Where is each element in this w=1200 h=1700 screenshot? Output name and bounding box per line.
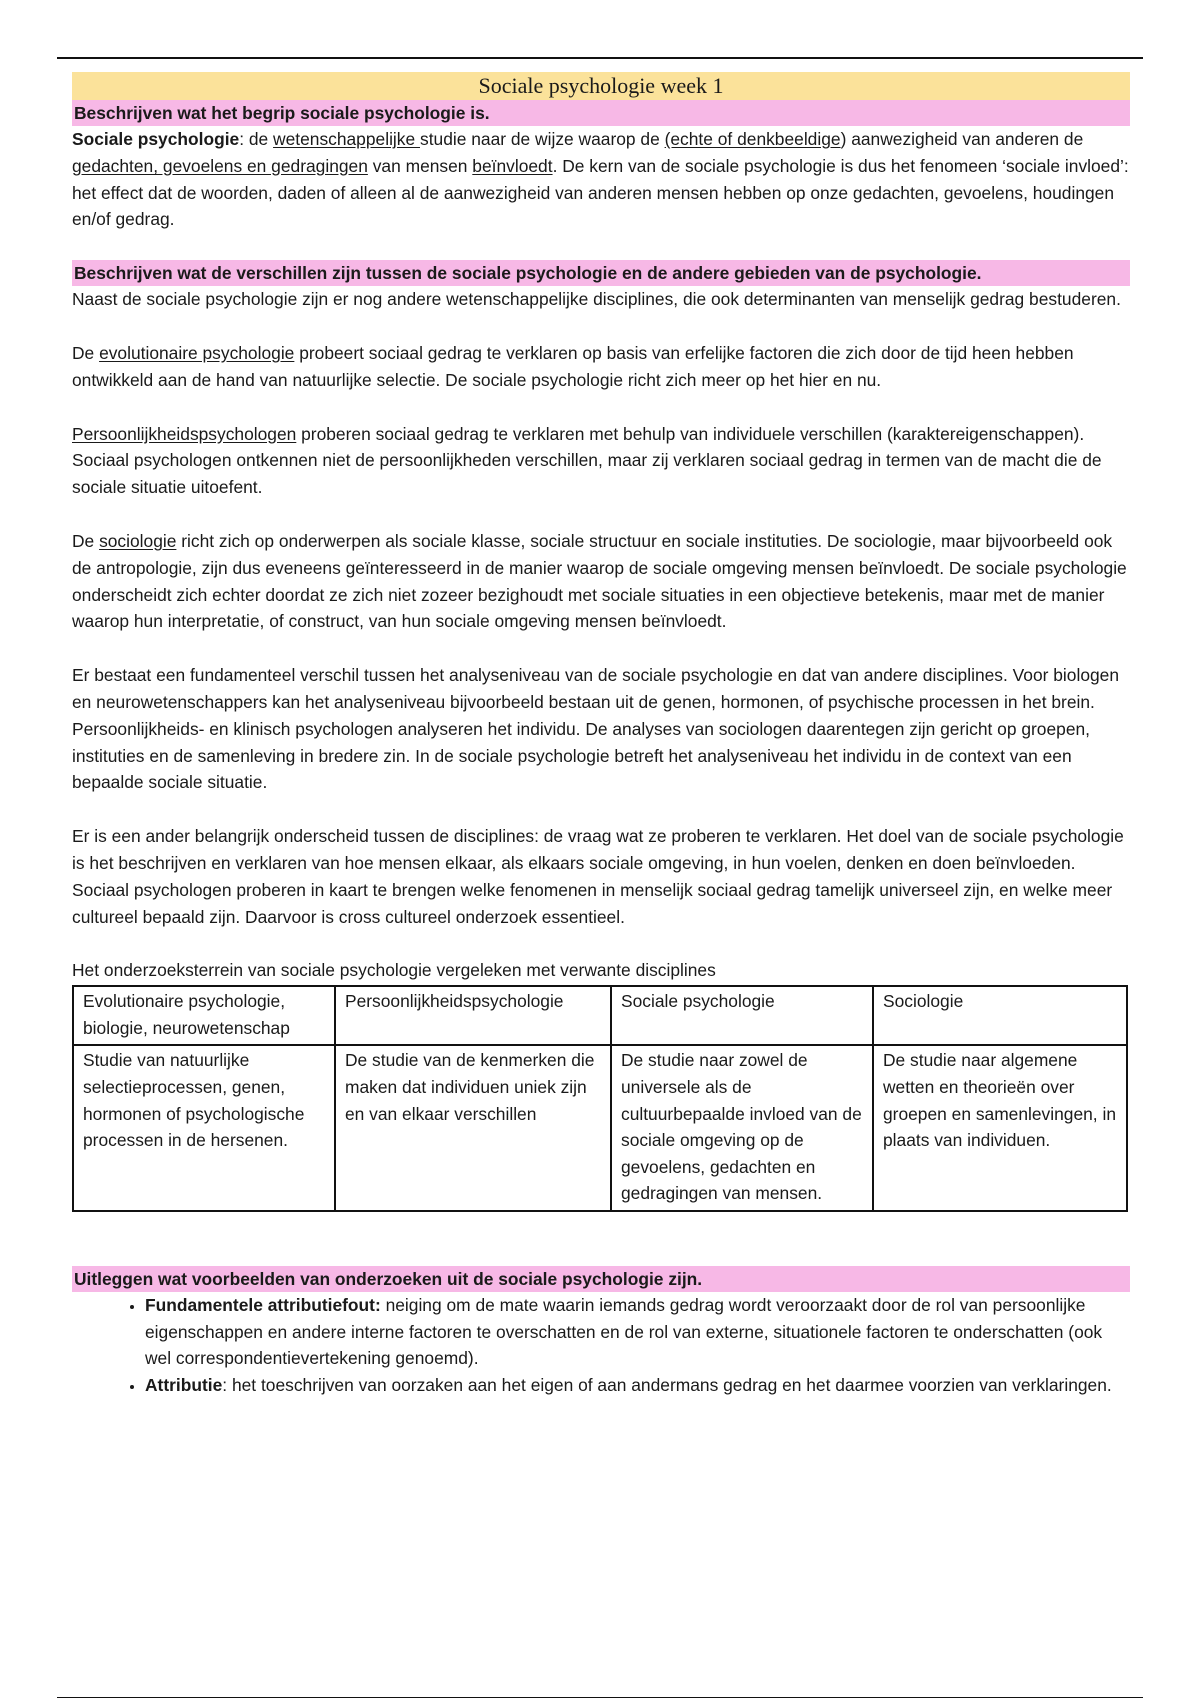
- section-heading-definition: Beschrijven wat het begrip sociale psychologie is.: [72, 100, 1130, 126]
- section-heading-examples: Uitleggen wat voorbeelden van onderzoeken uit de sociale psychologie zijn.: [72, 1266, 1130, 1292]
- paragraph-intro: Naast de sociale psychologie zijn er nog andere wetenschappelijke disciplines, die ook determinanten van menselijk gedrag bestuderen.: [72, 289, 1121, 310]
- definition-term: Sociale psychologie: [72, 129, 240, 149]
- table-cell: Studie van natuurlijke selectieprocessen, genen, hormonen of psychologische processen in de hersenen.: [73, 1045, 335, 1211]
- table-header-cell: Evolutionaire psychologie, biologie, neurowetenschap: [73, 986, 335, 1045]
- list-item: • Fundamentele attributiefout: neiging om de mate waarin iemands gedrag wordt veroorzaakt door de rol van persoonlijke eigenschappen en andere interne factoren te overschatten en de rol van externe, situationele factoren te onderschatten (ook wel correspondentievertekening genoemd).: [145, 1292, 1130, 1372]
- top-rule: [57, 57, 1143, 59]
- table-header-row: [73, 986, 1127, 1045]
- paragraph-evolutionary: De evolutionaire psychologie probeert sociaal gedrag te verklaren op basis van erfelijke factoren die zich door de tijd heen hebben ontwikkeld aan de hand van natuurlijke selectie. De sociale psychologie richt zich meer op het hier en nu.: [72, 342, 1074, 390]
- definition-paragraph: Sociale psychologie: de wetenschappelijke studie naar de wijze waarop de (echte of denkbeeldige) aanwezigheid van anderen de gedachten, gevoelens en gedragingen van mensen beïnvloedt. De kern van de sociale psychologie is dus het fenomeen ‘sociale invloed’: het effect dat de woorden, daden of alleen al de aanwezigheid van anderen mensen hebben op onze gedachten, gevoelens, houdingen en/of gedrag.: [72, 129, 1129, 230]
- comparison-table: [72, 985, 1128, 1212]
- table-header-cell: Persoonlijkheidspsychologie: [335, 986, 611, 1045]
- examples-list: [72, 1292, 1130, 1399]
- table-cell: De studie van de kenmerken die maken dat individuen uniek zijn en van elkaar verschillen: [335, 1045, 611, 1211]
- table-header-cell: Sociologie: [873, 986, 1127, 1045]
- page-title: Sociale psychologie week 1: [72, 72, 1130, 100]
- document-body: [72, 72, 1130, 1399]
- section-heading-differences: Beschrijven wat de verschillen zijn tussen de sociale psychologie en de andere gebieden van de psychologie.: [72, 260, 1130, 286]
- table-row: [73, 1045, 1127, 1211]
- paragraph-analysis-level: Er bestaat een fundamenteel verschil tussen het analyseniveau van de sociale psychologie en dat van andere disciplines. Voor biologen en neurowetenschappers kan het analyseniveau bijvoorbeeld bestaan uit de genen, hormonen, of psychische processen in het brein. Persoonlijkheids- en klinisch psychologen analyseren het individu. De analyses van sociologen daarentegen zijn gericht op groepen, instituties en de samenleving in bredere zin. In de sociale psychologie betreft het analyseniveau het individu in de context van een bepaalde sociale situatie.: [72, 665, 1120, 793]
- list-item: • Attributie: het toeschrijven van oorzaken aan het eigen of aan andermans gedrag en het daarmee voorzien van verklaringen.: [145, 1372, 1130, 1399]
- paragraph-personality: Persoonlijkheidspsychologen proberen sociaal gedrag te verklaren met behulp van individuele verschillen (karaktereigenschappen). Sociaal psychologen ontkennen niet de persoonlijkheden verschillen, maar zij verklaren sociaal gedrag in termen van de macht die de sociale situatie uitoefent.: [72, 423, 1102, 498]
- paragraph-sociology: De sociologie richt zich op onderwerpen als sociale klasse, sociale structuur en sociale instituties. De sociologie, maar bijvoorbeeld ook de antropologie, zijn dus eveneens geïnteresseerd in de manier waarop de sociale omgeving mensen beïnvloedt. De sociale psychologie onderscheidt zich echter doordat ze zich niet zozeer bezighoudt met sociale situaties in een objectieve betekenis, maar met de manier waarop hun interpretatie, of construct, van hun sociale omgeving mensen beïnvloedt.: [72, 530, 1127, 632]
- paragraph-explain: Er is een ander belangrijk onderscheid tussen de disciplines: de vraag wat ze proberen te verklaren. Het doel van de sociale psychologie is het beschrijven en verklaren van hoe mensen elkaar, als elkaars sociale omgeving, in hun voelen, denken en doen beïnvloeden. Sociaal psychologen proberen in kaart te brengen welke fenomenen in menselijk sociaal gedrag tamelijk universeel zijn, en welke meer cultureel bepaald zijn. Daarvoor is cross cultureel onderzoek essentieel.: [72, 826, 1124, 927]
- table-caption: Het onderzoeksterrein van sociale psychologie vergeleken met verwante disciplines: [72, 960, 716, 981]
- table-cell: De studie naar algemene wetten en theorieën over groepen en samenlevingen, in plaats van individuen.: [873, 1045, 1127, 1211]
- table-cell: De studie naar zowel de universele als de cultuurbepaalde invloed van de sociale omgeving op de gevoelens, gedachten en gedragingen van mensen.: [611, 1045, 873, 1211]
- table-header-cell: Sociale psychologie: [611, 986, 873, 1045]
- bottom-rule: [57, 1697, 1143, 1698]
